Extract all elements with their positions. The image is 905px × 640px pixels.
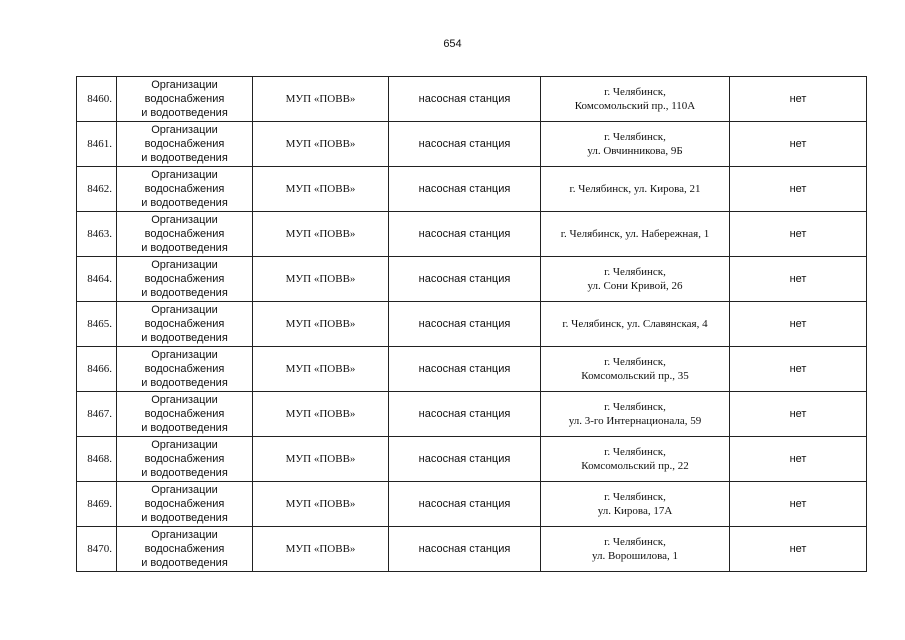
table-row (77, 347, 867, 392)
flag-cell: нет (730, 167, 867, 212)
table-row (77, 212, 867, 257)
category-line: и водоотведения (141, 287, 228, 299)
category-line: Организации (151, 439, 218, 451)
address-line: Комсомольский пр., 35 (581, 370, 689, 382)
flag-cell: нет (730, 77, 867, 122)
category-cell (117, 437, 253, 482)
address-cell (541, 167, 730, 212)
address-line: ул. 3-го Интернационала, 59 (568, 415, 702, 427)
flag-cell: нет (730, 302, 867, 347)
flag-cell: нет (730, 257, 867, 302)
category-line: водоснабжения (144, 138, 225, 150)
address-line: г. Челябинск, ул. Кирова, 21 (569, 183, 701, 195)
address-cell (541, 437, 730, 482)
address-line: г. Челябинск, (604, 401, 666, 413)
row-number-cell: 8466. (77, 347, 117, 392)
category-line: и водоотведения (141, 152, 228, 164)
category-cell (117, 212, 253, 257)
address-cell (541, 392, 730, 437)
row-number-cell: 8462. (77, 167, 117, 212)
table-row (77, 527, 867, 572)
address-cell (541, 257, 730, 302)
address-line: г. Челябинск, (604, 536, 666, 548)
category-line: Организации (151, 304, 218, 316)
category-cell (117, 482, 253, 527)
object-type-cell: насосная станция (389, 392, 541, 437)
category-line: водоснабжения (144, 498, 225, 510)
category-cell (117, 392, 253, 437)
category-cell (117, 122, 253, 167)
category-cell (117, 167, 253, 212)
category-line: водоснабжения (144, 318, 225, 330)
address-line: г. Челябинск, (604, 446, 666, 458)
category-line: и водоотведения (141, 377, 228, 389)
category-line: Организации (151, 484, 218, 496)
flag-cell: нет (730, 392, 867, 437)
category-line: Организации (151, 79, 218, 91)
row-number-cell: 8461. (77, 122, 117, 167)
address-cell (541, 77, 730, 122)
address-line: г. Челябинск, (604, 131, 666, 143)
address-line: г. Челябинск, ул. Славянская, 4 (562, 318, 708, 330)
row-number-cell: 8467. (77, 392, 117, 437)
registry-table (76, 76, 867, 572)
owner-cell: МУП «ПОВВ» (253, 257, 389, 302)
address-cell (541, 122, 730, 167)
row-number-cell: 8464. (77, 257, 117, 302)
table-row (77, 437, 867, 482)
category-line: и водоотведения (141, 242, 228, 254)
category-line: водоснабжения (144, 93, 225, 105)
object-type-cell: насосная станция (389, 77, 541, 122)
category-line: водоснабжения (144, 183, 225, 195)
address-line: ул. Овчинникова, 9Б (587, 145, 683, 157)
category-line: Организации (151, 169, 218, 181)
object-type-cell: насосная станция (389, 302, 541, 347)
row-number-cell: 8465. (77, 302, 117, 347)
category-cell (117, 257, 253, 302)
category-line: Организации (151, 529, 218, 541)
category-line: и водоотведения (141, 467, 228, 479)
category-line: и водоотведения (141, 422, 228, 434)
category-cell (117, 302, 253, 347)
object-type-cell: насосная станция (389, 167, 541, 212)
address-line: ул. Ворошилова, 1 (591, 550, 679, 562)
row-number-cell: 8463. (77, 212, 117, 257)
category-line: водоснабжения (144, 273, 225, 285)
category-cell (117, 77, 253, 122)
flag-cell: нет (730, 482, 867, 527)
object-type-cell: насосная станция (389, 257, 541, 302)
owner-cell: МУП «ПОВВ» (253, 212, 389, 257)
address-line: Комсомольский пр., 22 (581, 460, 689, 472)
table-row (77, 257, 867, 302)
object-type-cell: насосная станция (389, 482, 541, 527)
flag-cell: нет (730, 437, 867, 482)
owner-cell: МУП «ПОВВ» (253, 302, 389, 347)
owner-cell: МУП «ПОВВ» (253, 482, 389, 527)
category-line: водоснабжения (144, 453, 225, 465)
row-number-cell: 8468. (77, 437, 117, 482)
category-cell (117, 527, 253, 572)
category-cell (117, 347, 253, 392)
owner-cell: МУП «ПОВВ» (253, 122, 389, 167)
owner-cell: МУП «ПОВВ» (253, 77, 389, 122)
table-row (77, 392, 867, 437)
category-line: Организации (151, 394, 218, 406)
object-type-cell: насосная станция (389, 437, 541, 482)
object-type-cell: насосная станция (389, 122, 541, 167)
owner-cell: МУП «ПОВВ» (253, 437, 389, 482)
address-cell (541, 527, 730, 572)
row-number-cell: 8470. (77, 527, 117, 572)
category-line: Организации (151, 259, 218, 271)
category-line: и водоотведения (141, 512, 228, 524)
category-line: и водоотведения (141, 557, 228, 569)
row-number-cell: 8460. (77, 77, 117, 122)
category-line: и водоотведения (141, 197, 228, 209)
category-line: водоснабжения (144, 408, 225, 420)
category-line: Организации (151, 214, 218, 226)
category-line: Организации (151, 349, 218, 361)
row-number-cell: 8469. (77, 482, 117, 527)
address-line: г. Челябинск, ул. Набережная, 1 (560, 228, 710, 240)
object-type-cell: насосная станция (389, 527, 541, 572)
category-line: водоснабжения (144, 228, 225, 240)
category-line: и водоотведения (141, 107, 228, 119)
page-number: 654 (443, 38, 462, 50)
address-line: г. Челябинск, (604, 491, 666, 503)
address-line: ул. Кирова, 17А (597, 505, 673, 517)
address-line: Комсомольский пр., 110А (574, 100, 696, 112)
address-cell (541, 212, 730, 257)
owner-cell: МУП «ПОВВ» (253, 527, 389, 572)
table-row (77, 167, 867, 212)
flag-cell: нет (730, 212, 867, 257)
flag-cell: нет (730, 527, 867, 572)
category-line: водоснабжения (144, 543, 225, 555)
object-type-cell: насосная станция (389, 212, 541, 257)
owner-cell: МУП «ПОВВ» (253, 347, 389, 392)
address-line: г. Челябинск, (604, 266, 666, 278)
table-row (77, 302, 867, 347)
table-row (77, 122, 867, 167)
category-line: Организации (151, 124, 218, 136)
owner-cell: МУП «ПОВВ» (253, 167, 389, 212)
flag-cell: нет (730, 122, 867, 167)
address-line: г. Челябинск, (604, 86, 666, 98)
address-line: г. Челябинск, (604, 356, 666, 368)
address-line: ул. Сони Кривой, 26 (587, 280, 683, 292)
owner-cell: МУП «ПОВВ» (253, 392, 389, 437)
flag-cell: нет (730, 347, 867, 392)
table-row (77, 482, 867, 527)
table-row (77, 77, 867, 122)
address-cell (541, 347, 730, 392)
address-cell (541, 302, 730, 347)
address-cell (541, 482, 730, 527)
object-type-cell: насосная станция (389, 347, 541, 392)
category-line: водоснабжения (144, 363, 225, 375)
category-line: и водоотведения (141, 332, 228, 344)
